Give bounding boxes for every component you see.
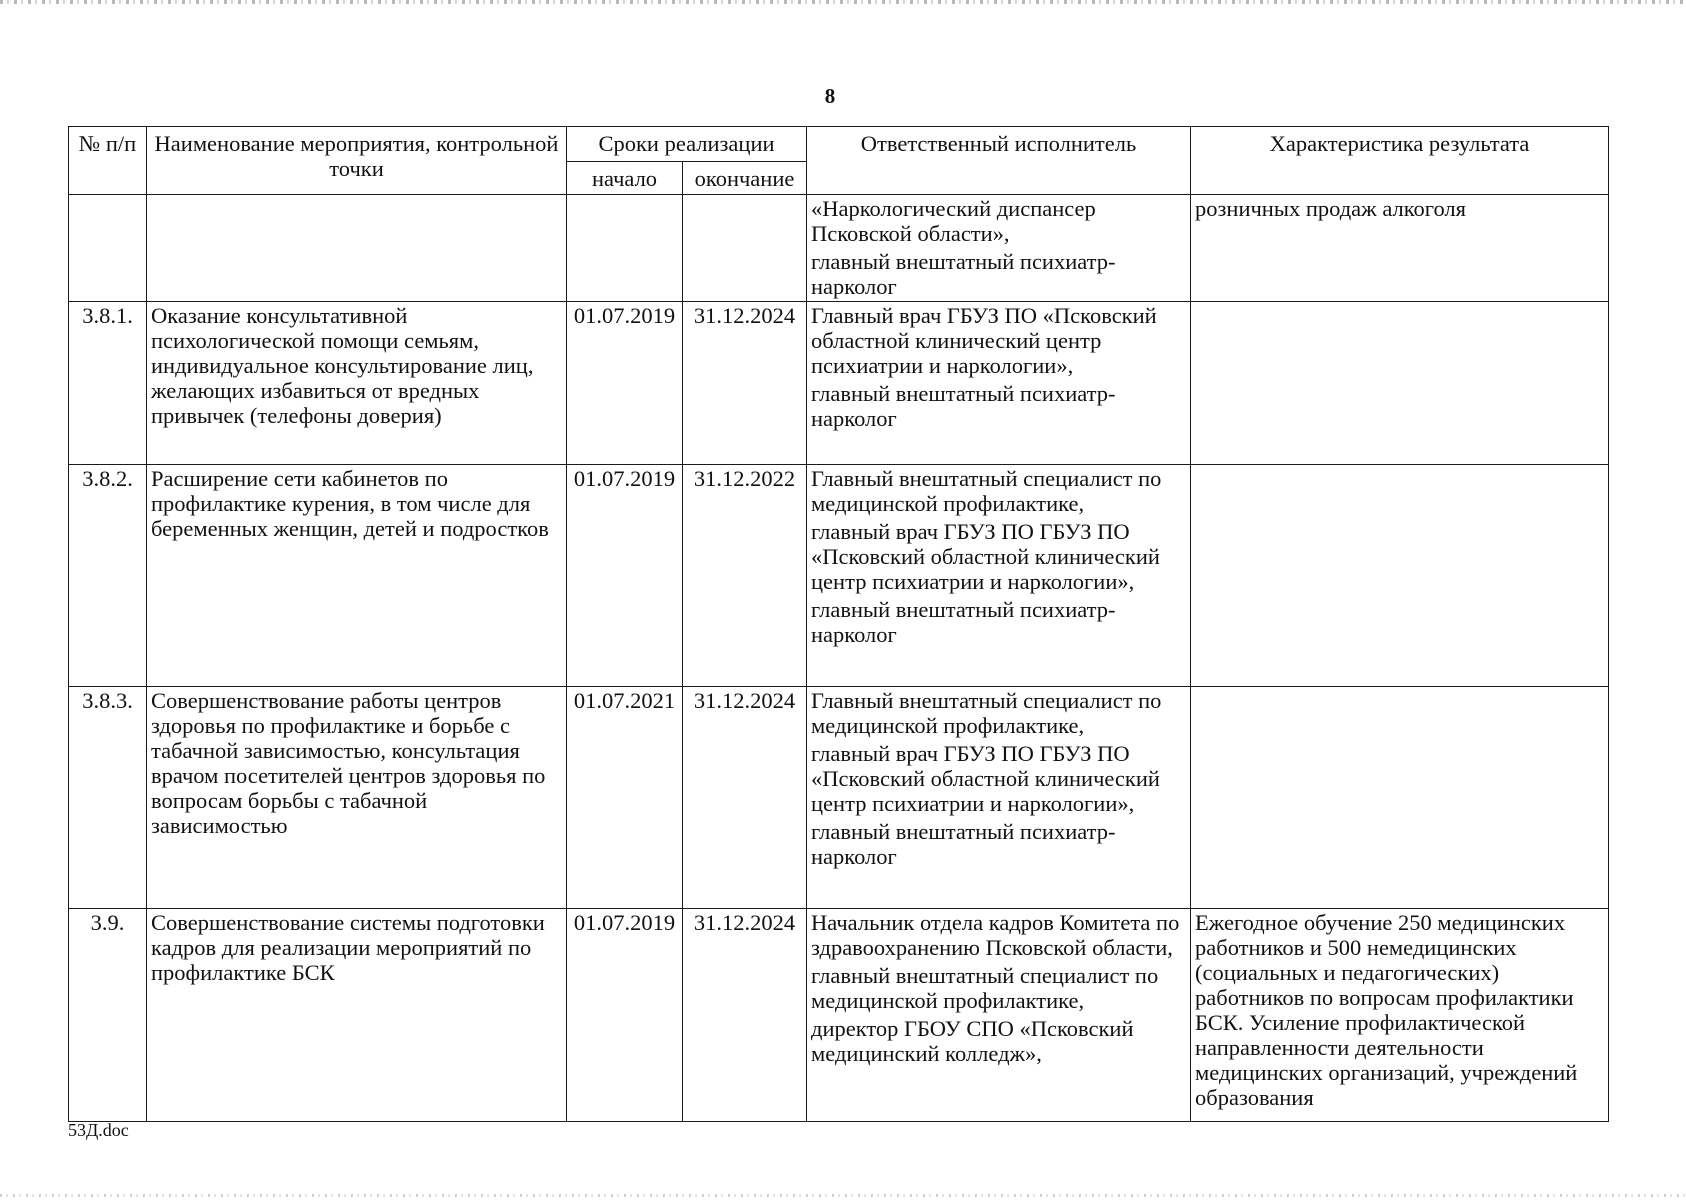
header-period: Сроки реализации (567, 127, 807, 162)
activity-name (147, 195, 567, 302)
start-date (567, 195, 683, 302)
responsible-line: Главный внештатный специалист по медицинской профилактике, (811, 466, 1162, 516)
responsible-cell (807, 302, 1191, 465)
end-date: 31.12.2024 (683, 909, 807, 1122)
responsible-cell (807, 465, 1191, 687)
result-text (1191, 465, 1609, 687)
row-number: 3.8.2. (69, 465, 147, 687)
scan-edge-bottom (0, 1194, 1686, 1197)
header-result: Характеристика результата (1191, 127, 1609, 195)
responsible-cell (807, 909, 1191, 1122)
row-number: 3.8.3. (69, 687, 147, 909)
row-number: 3.9. (69, 909, 147, 1122)
row-number: 3.8.1. (69, 302, 147, 465)
activity-name: Совершенствование системы подготовки кадров для реализации мероприятий по профилактике БСК (147, 909, 567, 1122)
responsible-line: Главный внештатный специалист по медицинской профилактике, (811, 688, 1162, 738)
responsible-line: главный врач ГБУЗ ПО ГБУЗ ПО «Псковский областной клинический центр психиатрии и наркологии», (811, 519, 1160, 594)
result-text: розничных продаж алкоголя (1191, 195, 1609, 302)
responsible-line: главный внештатный психиатр-нарколог (811, 819, 1116, 869)
start-date: 01.07.2019 (567, 909, 683, 1122)
result-text: Ежегодное обучение 250 медицинских работников и 500 немедицинских (социальных и педагогических) работников по вопросам профилактики БСК. Усиление профилактической направленности деятельности медицинских организаций, учреждений образования (1191, 909, 1609, 1122)
table-row (69, 909, 1609, 1122)
activity-name: Совершенствование работы центров здоровья по профилактике и борьбе с табачной зависимостью, консультация врачом посетителей центров здоровья по вопросам борьбы с табачной зависимостью (147, 687, 567, 909)
responsible-line: Главный врач ГБУЗ ПО «Псковский областной клинический центр психиатрии и наркологии», (811, 303, 1157, 378)
table-row (69, 687, 1609, 909)
responsible-line: Начальник отдела кадров Комитета по здравоохранению Псковской области, (811, 910, 1180, 960)
document-filename: 53Д.doc (68, 1120, 129, 1140)
responsible-line: главный внештатный психиатр-нарколог (811, 597, 1116, 647)
responsible-line: главный врач ГБУЗ ПО ГБУЗ ПО «Псковский областной клинический центр психиатрии и наркологии», (811, 741, 1160, 816)
responsible-cell (807, 687, 1191, 909)
table-row (69, 302, 1609, 465)
row-number (69, 195, 147, 302)
end-date: 31.12.2024 (683, 302, 807, 465)
end-date (683, 195, 807, 302)
result-text (1191, 302, 1609, 465)
responsible-line: «Наркологический диспансер Псковской области», (811, 196, 1096, 246)
responsible-line: главный внештатный психиатр-нарколог (811, 381, 1116, 431)
result-text (1191, 687, 1609, 909)
table-row (69, 465, 1609, 687)
responsible-line: главный внештатный психиатр-нарколог (811, 249, 1116, 299)
start-date: 01.07.2019 (567, 302, 683, 465)
start-date: 01.07.2019 (567, 465, 683, 687)
activity-name: Оказание консультативной психологической помощи семьям, индивидуальное консультирование лиц, желающих избавиться от вредных привычек (телефоны доверия) (147, 302, 567, 465)
activity-name: Расширение сети кабинетов по профилактике курения, в том числе для беременных женщин, детей и подростков (147, 465, 567, 687)
responsible-line: главный внештатный специалист по медицинской профилактике, (811, 963, 1159, 1013)
end-date: 31.12.2022 (683, 465, 807, 687)
scan-edge-top (0, 0, 1686, 4)
responsible-cell (807, 195, 1191, 302)
header-start: начало (567, 162, 683, 195)
header-activity-name: Наименование мероприятия, контрольной точки (147, 127, 567, 195)
header-number: № п/п (69, 127, 147, 195)
responsible-line: директор ГБОУ СПО «Псковский медицинский колледж», (811, 1016, 1134, 1066)
header-end: окончание (683, 162, 807, 195)
end-date: 31.12.2024 (683, 687, 807, 909)
header-responsible: Ответственный исполнитель (807, 127, 1191, 195)
activities-table (68, 126, 1609, 1122)
table-row (69, 195, 1609, 302)
page-number: 8 (824, 84, 836, 108)
start-date: 01.07.2021 (567, 687, 683, 909)
